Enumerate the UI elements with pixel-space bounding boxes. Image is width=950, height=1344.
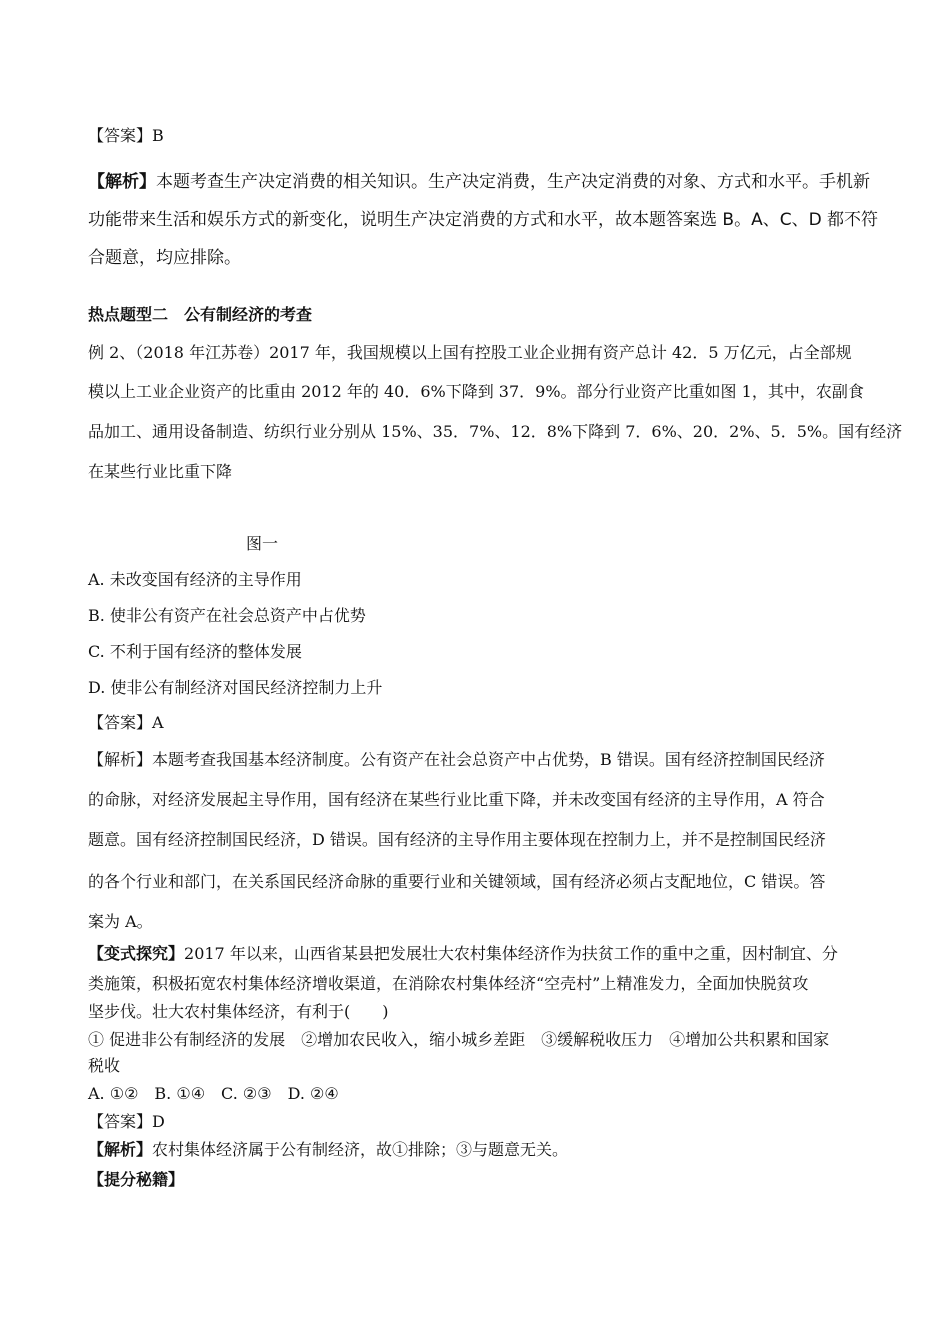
analysis-text: 本题考查生产决定消费的相关知识。生产决定消费，生产决定消费的对象、方式和水平。手机新 <box>156 172 870 192</box>
answer-b: 【答案】B <box>88 126 164 145</box>
variant-line: 类施策，积极拓宽农村集体经济增收渠道，在消除农村集体经济“空壳村”上精准发力，全面加快脱贫攻 <box>88 974 809 993</box>
example-line: 品加工、通用设备制造、纺织行业分别从 15%、35．7%、12．8%下降到 7．6%、20．2%、5．5%。国有经济 <box>88 422 903 441</box>
answer-a: 【答案】A <box>88 713 164 732</box>
analysis-label: 【解析】 <box>88 750 153 769</box>
analysis-label: 【解析】 <box>88 1140 153 1159</box>
variant-analysis <box>88 1140 568 1160</box>
analysis-line: 功能带来生活和娱乐方式的新变化，说明生产决定消费的方式和水平，故本题答案选 B。A、C、D 都不符 <box>88 210 879 230</box>
analysis-paragraph-1 <box>88 172 870 192</box>
tips-heading: 【提分秘籍】 <box>88 1170 185 1189</box>
analysis-text: 农村集体经济属于公有制经济，故①排除；③与题意无关。 <box>152 1140 569 1159</box>
variant-label: 【变式探究】 <box>88 944 185 963</box>
option-d: D. 使非公有制经济对国民经济控制力上升 <box>88 678 383 697</box>
analysis-line: 的命脉，对经济发展起主导作用，国有经济在某些行业比重下降，并未改变国有经济的主导作用，A 符合 <box>88 790 825 809</box>
analysis-line: 合题意，均应排除。 <box>88 248 241 268</box>
analysis-line: 的各个行业和部门，在关系国民经济命脉的重要行业和关键领域，国有经济必须占支配地位，C 错误。答 <box>88 872 826 891</box>
option-c: C. 不利于国有经济的整体发展 <box>88 642 302 661</box>
variant-choices: A. ①② B. ①④ C. ②③ D. ②④ <box>88 1084 339 1103</box>
variant-paragraph <box>88 944 838 964</box>
variant-statements: ① 促进非公有制经济的发展 ②增加农民收入，缩小城乡差距 ③缓解税收压力 ④增加公共积累和国家 <box>88 1030 830 1049</box>
variant-text: 2017 年以来，山西省某县把发展壮大农村集体经济作为扶贫工作的重中之重，因村制宜、分 <box>184 944 838 963</box>
analysis-text: 本题考查我国基本经济制度。公有资产在社会总资产中占优势，B 错误。国有经济控制国民经济 <box>152 750 825 769</box>
example-line: 模以上工业企业资产的比重由 2012 年的 40．6%下降到 37．9%。部分行业资产比重如图 1，其中，农副食 <box>88 382 864 401</box>
analysis-label: 【解析】 <box>88 172 156 192</box>
variant-line: 税收 <box>88 1056 121 1075</box>
example-line: 在某些行业比重下降 <box>88 462 233 481</box>
section-heading: 热点题型二 公有制经济的考查 <box>88 305 313 324</box>
analysis-paragraph-2 <box>88 750 825 770</box>
answer-d: 【答案】D <box>88 1112 165 1131</box>
option-a: A. 未改变国有经济的主导作用 <box>88 570 302 589</box>
option-b: B. 使非公有资产在社会总资产中占优势 <box>88 606 366 625</box>
analysis-line: 案为 A。 <box>88 912 153 931</box>
variant-line: 坚步伐。壮大农村集体经济，有利于( ) <box>88 1002 389 1021</box>
example-line: 例 2、（2018 年江苏卷）2017 年，我国规模以上国有控股工业企业拥有资产总计 42．5 万亿元，占全部规 <box>88 343 852 362</box>
figure-caption: 图一 <box>246 534 279 553</box>
analysis-line: 题意。国有经济控制国民经济，D 错误。国有经济的主导作用主要体现在控制力上，并不是控制国民经济 <box>88 830 826 849</box>
